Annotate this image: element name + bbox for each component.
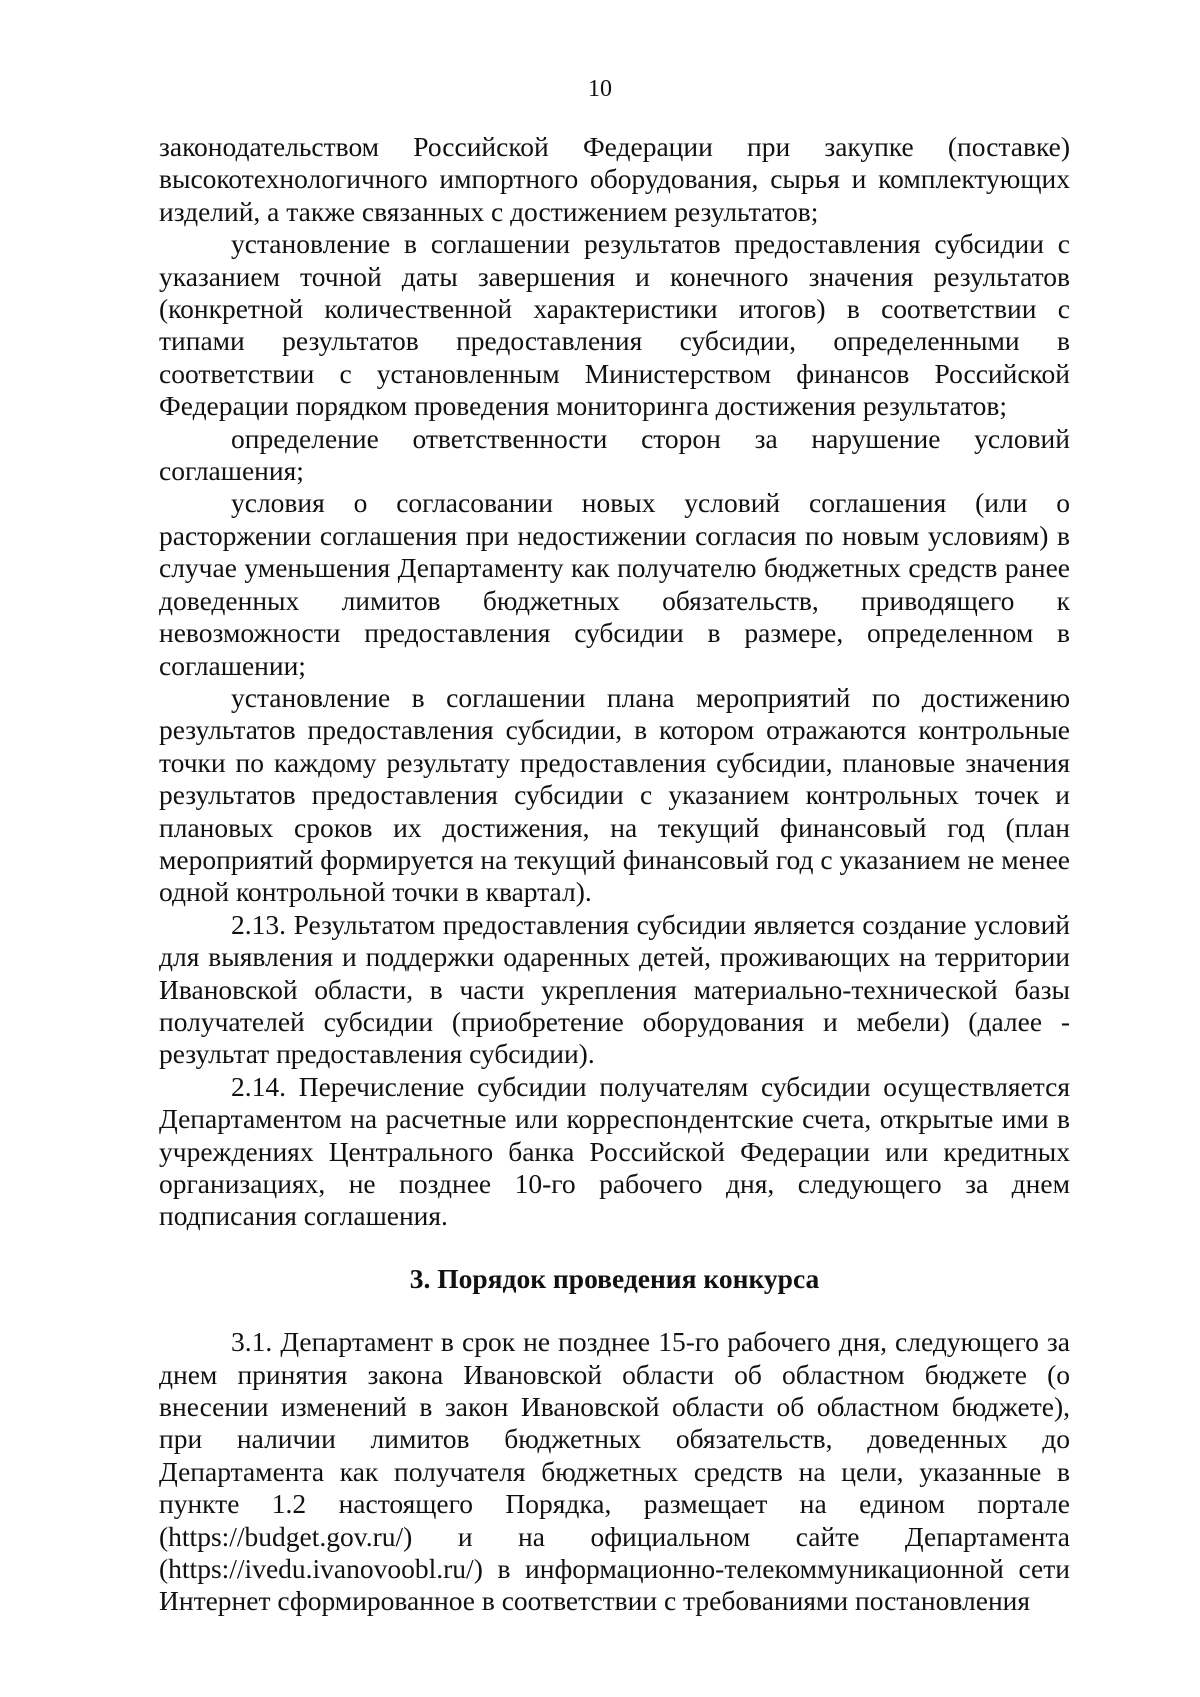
page-number: 10 <box>588 76 612 102</box>
document-body <box>159 131 1070 1618</box>
paragraph-2-13: 2.13. Результатом предоставления субсидии является создание условий для выявления и поддержки одаренных детей, проживающих на территории Ивановской области, в части укрепления материально-технической базы получателей субсидии (приобретение оборудования и мебели) (далее - результат предоставления субсидии). <box>159 908 1070 1070</box>
paragraph-action-plan: установление в соглашении плана мероприятий по достижению результатов предоставления субсидии, в котором отражаются контрольные точки по каждому результату предоставления субсидии, плановые значения результатов предоставления субсидии с указанием контрольных точек и плановых сроков их достижения, на текущий финансовый год (план мероприятий формируется на текущий финансовый год с указанием не менее одной контрольной точки в квартал). <box>159 681 1070 908</box>
paragraph-responsibility: определение ответственности сторон за нарушение условий соглашения; <box>159 422 1070 487</box>
paragraph-continuation: законодательством Российской Федерации при закупке (поставке) высокотехнологичного импортного оборудования, сырья и комплектующих изделий, а также связанных с достижением результатов; <box>159 131 1070 227</box>
paragraph-2-14: 2.14. Перечисление субсидии получателям субсидии осуществляется Департаментом на расчетные или корреспондентские счета, открытые ими в учреждениях Центрального банка Российской Федерации или кредитных организациях, не позднее 10-го рабочего дня, следующего за днем подписания соглашения. <box>159 1070 1070 1232</box>
paragraph-results-in-agreement: установление в соглашении результатов предоставления субсидии с указанием точной даты завершения и конечного значения результатов (конкретной количественной характеристики итогов) в соответствии с типами результатов предоставления субсидии, определенными в соответствии с установленным Министерством финансов Российской Федерации порядком проведения мониторинга достижения результатов; <box>159 228 1070 422</box>
section-heading: 3. Порядок проведения конкурса <box>409 1262 820 1294</box>
paragraph-3-1: 3.1. Департамент в срок не позднее 15-го рабочего дня, следующего за днем принятия закона Ивановской области об областном бюджете (о внесении изменений в закон Ивановской области об областном бюджете), при наличии лимитов бюджетных обязательств, доведенных до Департамента как получателя бюджетных средств на цели, указанные в пункте 1.2 настоящего Порядка, размещает на едином портале (https://budget.gov.ru/) и на официальном сайте Департамента (https://ivedu.ivanovoobl.ru/) в информационно-телекоммуникационной сети Интернет сформированное в соответствии с требованиями постановления <box>159 1326 1070 1617</box>
paragraph-new-conditions: условия о согласовании новых условий соглашения (или о расторжении соглашения при недостижении согласия по новым условиям) в случае уменьшения Департаменту как получателю бюджетных средств ранее доведенных лимитов бюджетных обязательств, приводящего к невозможности предоставления субсидии в размере, определенном в соглашении; <box>159 487 1070 681</box>
